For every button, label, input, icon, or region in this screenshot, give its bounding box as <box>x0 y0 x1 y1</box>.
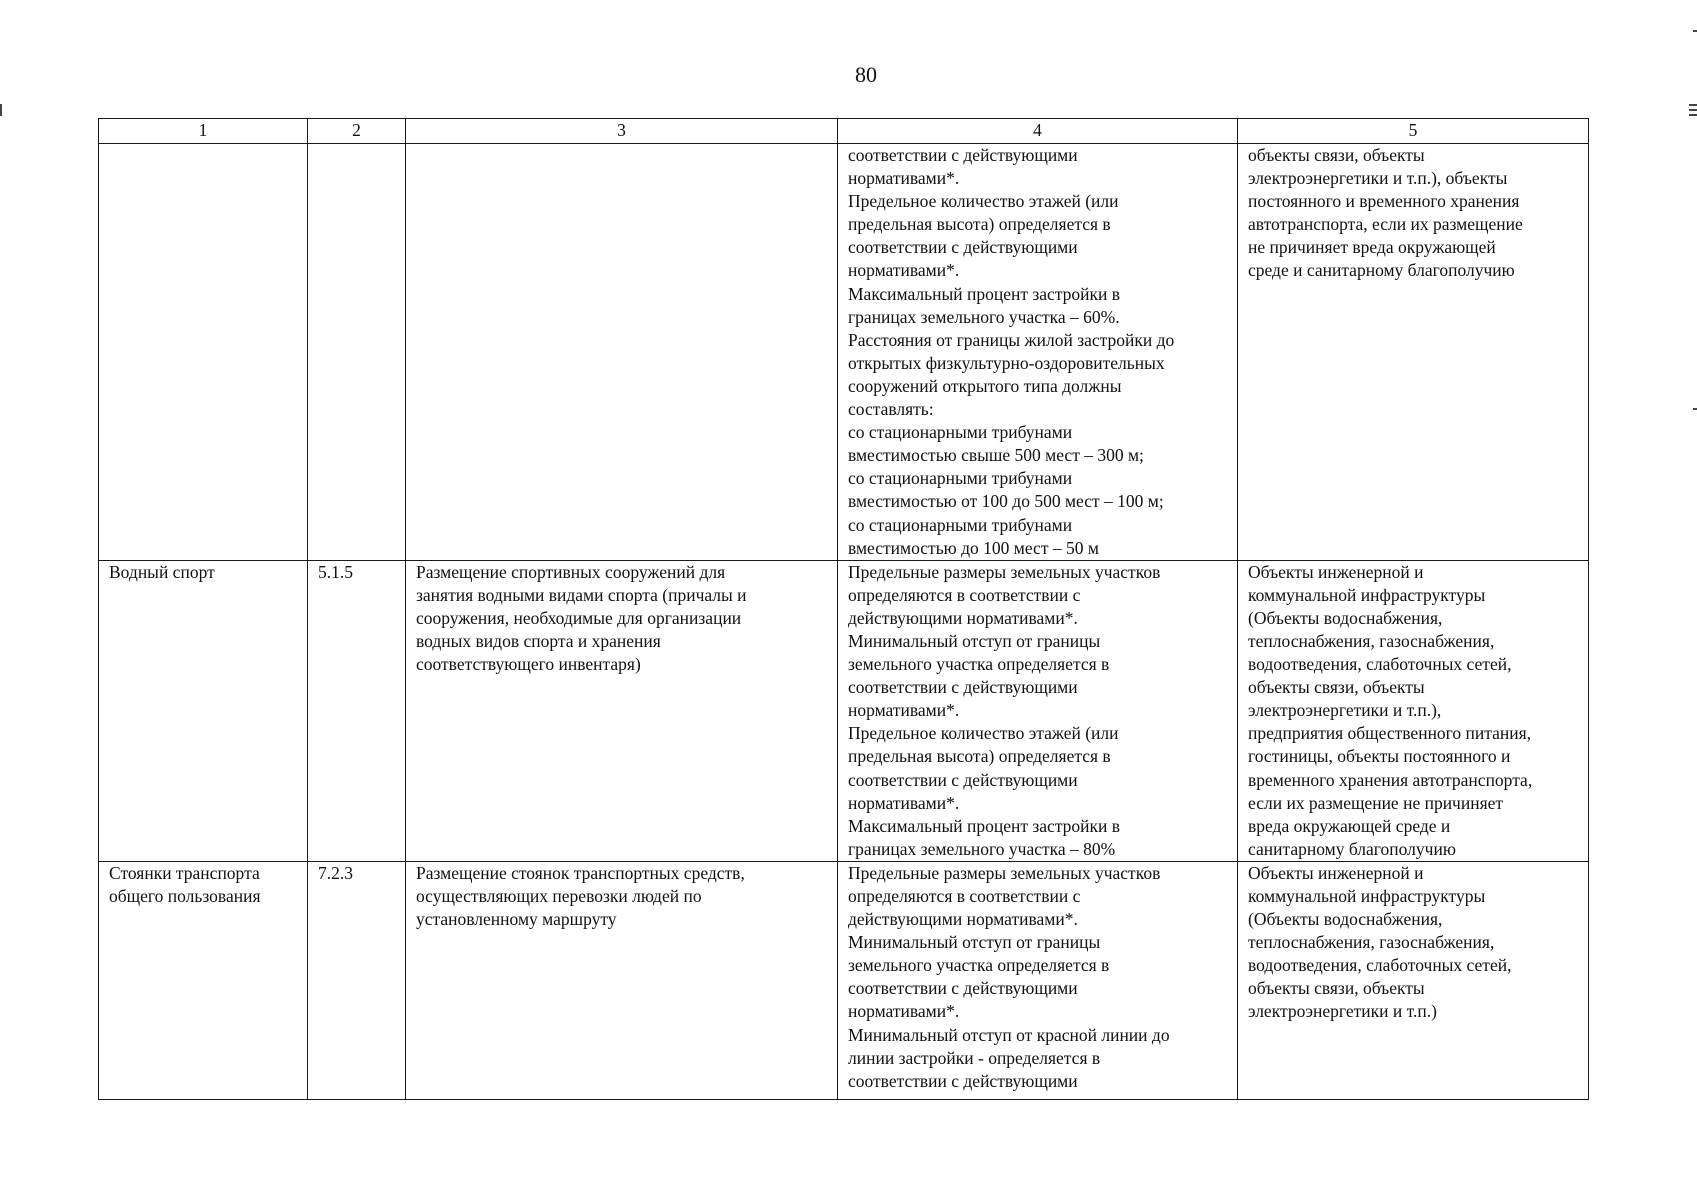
scan-edge-mark-right-low <box>1693 408 1697 410</box>
auxiliary-uses-text: Объекты инженерной и коммунальной инфраструктуры (Объекты водоснабжения, теплоснабжения, газоснабжения, водоотведения, слаботочных сетей, объекты связи, объекты электроэнергетики и т.п.), предприятия общественного питания, гостиницы, объекты постоянного и временного хранения автотранспорта, если их размещение не причиняет вреда окружающей среде и санитарному благополучию <box>1248 561 1533 859</box>
use-description-text: Размещение спортивных сооружений для занятия водными видами спорта (причалы и сооружения, необходимые для организации водных видов спорта и хранения соответствующего инвентаря) <box>416 561 747 675</box>
page-number: 80 <box>855 62 877 87</box>
cell-auxiliary-uses <box>1238 144 1589 561</box>
auxiliary-uses-text: объекты связи, объекты электроэнергетики и т.п.), объекты постоянного и временного хранения автотранспорта, если их размещение не причиняет вреда окружающей среде и санитарному благополучию <box>1248 145 1523 281</box>
table-row <box>99 861 1589 1099</box>
table-row <box>99 560 1589 861</box>
use-code-text: 5.1.5 <box>318 561 353 582</box>
scan-edge-mark-left <box>0 104 2 116</box>
cell-parameters <box>838 861 1238 1099</box>
cell-use-description <box>406 144 838 561</box>
header-col-4: 4 <box>838 119 1238 144</box>
header-col-5: 5 <box>1238 119 1589 144</box>
parameters-text: соответствии с действующими нормативами*. Предельное количество этажей (или предельная высота) определяется в соответствии с действующими нормативами*. Максимальный процент застройки в границах земельного участка – 60%. Расстояния от границы жилой застройки до открытых физкультурно-оздоровительных сооружений открытого типа должны составлять: со стационарными трибунами вместимостью свыше 500 мест – 300 м; со стационарными трибунами вместимостью от 100 до 500 мест – 100 м; со стационарными трибунами вместимостью до 100 мест – 50 м <box>848 145 1175 558</box>
use-name-text: Водный спорт <box>109 561 215 582</box>
cell-use-name <box>99 144 308 561</box>
header-col-2: 2 <box>308 119 406 144</box>
cell-use-name <box>99 861 308 1099</box>
scan-edge-mark-right-mid <box>1689 104 1697 118</box>
header-row <box>99 119 1589 144</box>
use-name-text: Стоянки транспорта общего пользования <box>109 862 261 906</box>
use-code-text: 7.2.3 <box>318 862 353 883</box>
cell-auxiliary-uses <box>1238 560 1589 861</box>
use-description-text: Размещение стоянок транспортных средств, осуществляющих перевозки людей по установленному маршруту <box>416 862 745 930</box>
cell-parameters <box>838 560 1238 861</box>
cell-parameters <box>838 144 1238 561</box>
scan-edge-mark-right-top <box>1693 30 1697 32</box>
cell-use-description <box>406 560 838 861</box>
parameters-text: Предельные размеры земельных участков определяются в соответствии с действующими нормативами*. Минимальный отступ от границы земельного участка определяется в соответствии с действующими нормативами*. Предельное количество этажей (или предельная высота) определяется в соответствии с действующими нормативами*. Максимальный процент застройки в границах земельного участка – 80% <box>848 561 1161 859</box>
table-row <box>99 144 1589 561</box>
cell-use-code <box>308 144 406 561</box>
header-col-3: 3 <box>406 119 838 144</box>
table-body <box>99 144 1589 1100</box>
cell-use-name <box>99 560 308 861</box>
zoning-table <box>98 118 1589 1100</box>
parameters-text: Предельные размеры земельных участков определяются в соответствии с действующими нормативами*. Минимальный отступ от границы земельного участка определяется в соответствии с действующими нормативами*. Минимальный отступ от красной линии до линии застройки - определяется в соответствии с действующими <box>848 862 1170 1091</box>
cell-use-description <box>406 861 838 1099</box>
table-header <box>99 119 1589 144</box>
header-col-1: 1 <box>99 119 308 144</box>
cell-auxiliary-uses <box>1238 861 1589 1099</box>
cell-use-code <box>308 560 406 861</box>
cell-use-code <box>308 861 406 1099</box>
auxiliary-uses-text: Объекты инженерной и коммунальной инфраструктуры (Объекты водоснабжения, теплоснабжения, газоснабжения, водоотведения, слаботочных сетей, объекты связи, объекты электроэнергетики и т.п.) <box>1248 862 1512 1022</box>
